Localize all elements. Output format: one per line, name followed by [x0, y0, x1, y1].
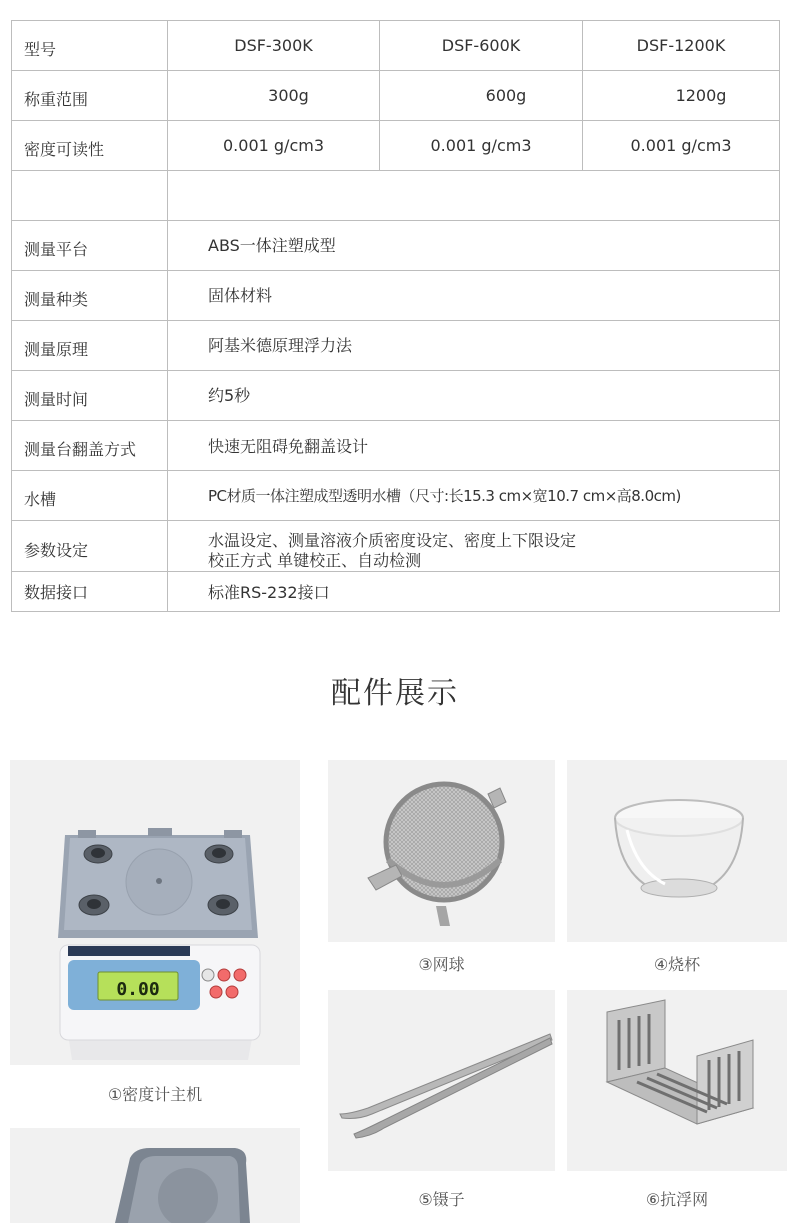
caption-tweezers: ⑤镊子	[418, 1190, 465, 1209]
row-model	[12, 21, 780, 71]
row-platform	[12, 221, 780, 271]
cell-interface-value: 标准RS-232接口	[168, 572, 780, 612]
row-range	[12, 71, 780, 121]
cell-readability-1: 0.001 g/cm3	[168, 121, 380, 171]
cell-range-1: 300g	[168, 71, 380, 121]
row-interface	[12, 572, 780, 612]
cell-type-label: 测量种类	[12, 271, 168, 321]
cell-readability-label: 密度可读性	[12, 121, 168, 171]
cell-range-label: 称重范围	[12, 71, 168, 121]
cell-model-3: DSF-1200K	[583, 21, 780, 71]
cell-time-value: 约5秒	[168, 371, 780, 421]
cell-readability-2: 0.001 g/cm3	[380, 121, 583, 171]
row-readability	[12, 121, 780, 171]
card-tank	[10, 1128, 300, 1223]
params-line-1: 水温设定、测量溶液介质密度设定、密度上下限设定	[208, 531, 577, 550]
cell-model-2: DSF-600K	[380, 21, 583, 71]
cell-interface-label: 数据接口	[12, 572, 168, 612]
beaker-image	[567, 760, 787, 942]
cell-tank-value: PC材质一体注塑成型透明水槽（尺寸:长15.3 cm×宽10.7 cm×高8.0cm)	[168, 471, 780, 521]
cell-cover-value: 快速无阻碍免翻盖设计	[168, 421, 780, 471]
row-blank	[12, 171, 780, 221]
cell-tank-label: 水槽	[12, 471, 168, 521]
card-beaker	[567, 760, 787, 942]
cell-range-2: 600g	[380, 71, 583, 121]
cell-platform-value: ABS一体注塑成型	[168, 221, 780, 271]
cell-principle-label: 测量原理	[12, 321, 168, 371]
caption-beaker: ④烧杯	[653, 955, 701, 974]
cell-time-label: 测量时间	[12, 371, 168, 421]
card-mesh-ball	[328, 760, 555, 942]
card-main-unit	[10, 760, 300, 1065]
card-anti-float	[567, 990, 787, 1171]
cell-principle-value: 阿基米德原理浮力法	[168, 321, 780, 371]
row-cover	[12, 421, 780, 471]
caption-mesh-ball: ③网球	[418, 955, 465, 974]
row-type	[12, 271, 780, 321]
cell-blank-value	[168, 171, 780, 221]
tweezers-image	[328, 990, 555, 1171]
spec-table	[11, 20, 780, 612]
caption-anti-float: ⑥抗浮网	[645, 1190, 709, 1209]
params-line-2: 校正方式 单键校正、自动检测	[208, 551, 422, 570]
cell-readability-3: 0.001 g/cm3	[583, 121, 780, 171]
density-meter-image	[10, 760, 300, 1065]
row-params	[12, 521, 780, 572]
cell-blank-label	[12, 171, 168, 221]
cell-params-value	[168, 521, 780, 572]
mesh-ball-image	[328, 760, 555, 942]
row-time	[12, 371, 780, 421]
card-tweezers	[328, 990, 555, 1171]
accessories-title: 配件展示	[331, 676, 459, 711]
anti-float-image	[567, 990, 787, 1171]
row-tank	[12, 471, 780, 521]
row-principle	[12, 321, 780, 371]
cell-type-value: 固体材料	[168, 271, 780, 321]
caption-main-unit: ①密度计主机	[107, 1085, 203, 1104]
cell-model-label: 型号	[12, 21, 168, 71]
tank-image	[10, 1128, 300, 1223]
cell-platform-label: 测量平台	[12, 221, 168, 271]
display-reading: 0.00	[116, 979, 160, 1000]
cell-cover-label: 测量台翻盖方式	[12, 421, 168, 471]
cell-model-1: DSF-300K	[168, 21, 380, 71]
cell-params-label: 参数设定	[12, 521, 168, 572]
cell-range-3: 1200g	[583, 71, 780, 121]
